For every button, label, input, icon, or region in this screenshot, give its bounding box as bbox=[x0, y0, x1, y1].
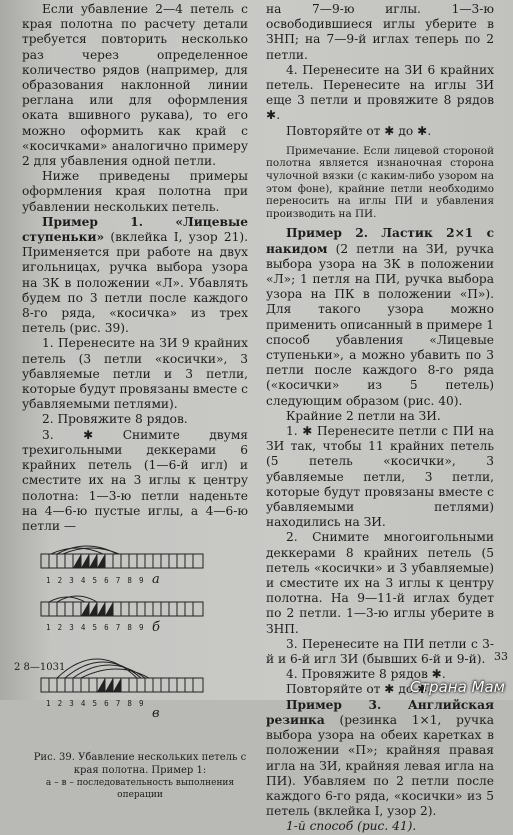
step-3: 3. ✱ Снимите двумя трехигольными деккерами 6 крайних петель (1—6-й игл) и сместите их на 3 иглы к центру полотна: 1—3-ю петли наденьте на 4—6-ю пустые иглы, а 4—6-ю петли — bbox=[22, 427, 248, 533]
example-2-title: Пример 2. Ластик 2×1 с накидом bbox=[266, 226, 494, 256]
example-3 bbox=[266, 698, 494, 820]
left-column bbox=[22, 2, 248, 802]
step-1: 1. Перенесите на ЗИ 9 крайних петель (3 петли «косички», 3 убавляемые петли и 3 петли, которые будут провязаны вместе с убавляемыми петлями). bbox=[22, 336, 248, 412]
figure-39 bbox=[22, 540, 248, 752]
page-number: 33 bbox=[494, 650, 508, 663]
step-4: 4. Провяжите 8 рядов ✱. bbox=[286, 667, 446, 682]
example-1-body: (вклейка I, узор 21). Применяется при работе на двух игольницах, ручка выбора узора на ЗК в положении «Л». Убавлять будем по 3 петли после каждого 8-го ряда, «косичка» из трех петель (рис. 39). bbox=[22, 230, 248, 336]
figure-label-b: б bbox=[152, 620, 160, 636]
example-3-title: Пример 3. Английская резинка bbox=[266, 697, 494, 727]
paragraph: Если убавление 2—4 петель с края полотна по расчету детали требуется повторить несколько раз через определенное количество рядов (например, для образования наклонной линии реглана или для оформления оката вшивного рукава), то его можно оформить как край с «косичками» аналогично примеру 2 для убавления одной петли. bbox=[22, 2, 248, 169]
note: Примечание. Если лицевой стороной полотна является изнаночная сторона чулочной вязки (с каким-либо узором на этом фоне), крайние петли необходимо переносить на иглы ПИ и убавления производить на ПИ. bbox=[266, 144, 494, 220]
example-2-body: (2 петли на ЗИ, ручка выбора узора на ЗК в положении «Л»; 1 петля на ПИ, ручка выбора узора на ПК в положении «П»). Для такого узора можно применить описанный в примере 1 способ убавления «Лицевые ступеньки», а можно убавить по 3 петли после каждого 8-го ряда («косички» из 5 петель) следующим образом (рис. 40). bbox=[266, 241, 494, 408]
needle-numbers: 1 2 3 4 5 6 7 8 9 bbox=[46, 623, 145, 633]
repeat-line: Повторяйте от ✱ до ✱. bbox=[286, 682, 432, 697]
repeat-line: Повторяйте от ✱ до ✱. bbox=[286, 123, 432, 138]
needle-numbers: 1 2 3 4 5 6 7 8 9 bbox=[46, 699, 145, 709]
step-3: 3. Перенесите на ПИ петли с 3-й и 6-й игл ЗИ (бывших 6-й и 9-й). bbox=[266, 636, 494, 667]
example-1-title: Пример 1. «Лицевые ступеньки» bbox=[22, 214, 248, 245]
paragraph: Крайние 2 петли на ЗИ. bbox=[286, 408, 441, 423]
paragraph: на 7—9-ю иглы. 1—3-ю освободившиеся иглы уберите в ЗНП; на 7—9-й иглах теперь по 2 петли. bbox=[266, 2, 494, 62]
figure-label-a: а bbox=[152, 572, 160, 588]
figure-caption: Рис. 39. Убавление нескольких петель с края полотна. Пример 1: bbox=[33, 752, 247, 776]
needle-numbers: 1 2 3 4 5 6 7 8 9 bbox=[46, 576, 145, 586]
figure-label-v: в bbox=[152, 706, 160, 722]
step-2: 2. Провяжите 8 рядов. bbox=[42, 412, 188, 427]
example-3-body: (резинка 1×1, ручка выбора узора на обеих каретках в положении «П»; крайняя правая игла на ЗИ, крайняя левая игла на ПИ). Убавляем по 2 петли после каждого 6-го ряда, «косички» из 5 петель (вклейка I, узор 2). bbox=[266, 712, 494, 819]
step-1: 1. ✱ Перенесите петли с ПИ на ЗИ так, чтобы 11 крайних петель (5 петель «косички», 3 убавляемые петли, 3 петли, которые будут провязаны вместе с убавляемыми петлями) находились на ЗИ. bbox=[266, 424, 494, 530]
step-4: 4. Перенесите на ЗИ 6 крайних петель. Перенесите на иглы ЗИ еще 3 петли и провяжите 8 рядов ✱. bbox=[266, 62, 494, 123]
figure-caption-detail: а – в – последовательность выполнения операции bbox=[45, 777, 235, 801]
example-1 bbox=[22, 215, 248, 337]
paragraph: Ниже приведены примеры оформления края полотна при убавлении нескольких петель. bbox=[22, 169, 248, 214]
method-heading: 1-й способ (рис. 41). bbox=[286, 819, 417, 834]
watermark: Страна Мам bbox=[409, 678, 505, 696]
right-column bbox=[266, 2, 494, 835]
example-2 bbox=[266, 226, 494, 408]
step-2: 2. Снимите многоигольными деккерами 8 крайних петель (5 петель «косички» и 3 убавляемые) и сместите их на 3 иглы к центру полотна. На 9—11-й иглах будет по 2 петли. 1—3-ю иглы уберите в ЗНП. bbox=[266, 530, 494, 636]
printer-signature: 2 8—1031 bbox=[14, 662, 66, 673]
